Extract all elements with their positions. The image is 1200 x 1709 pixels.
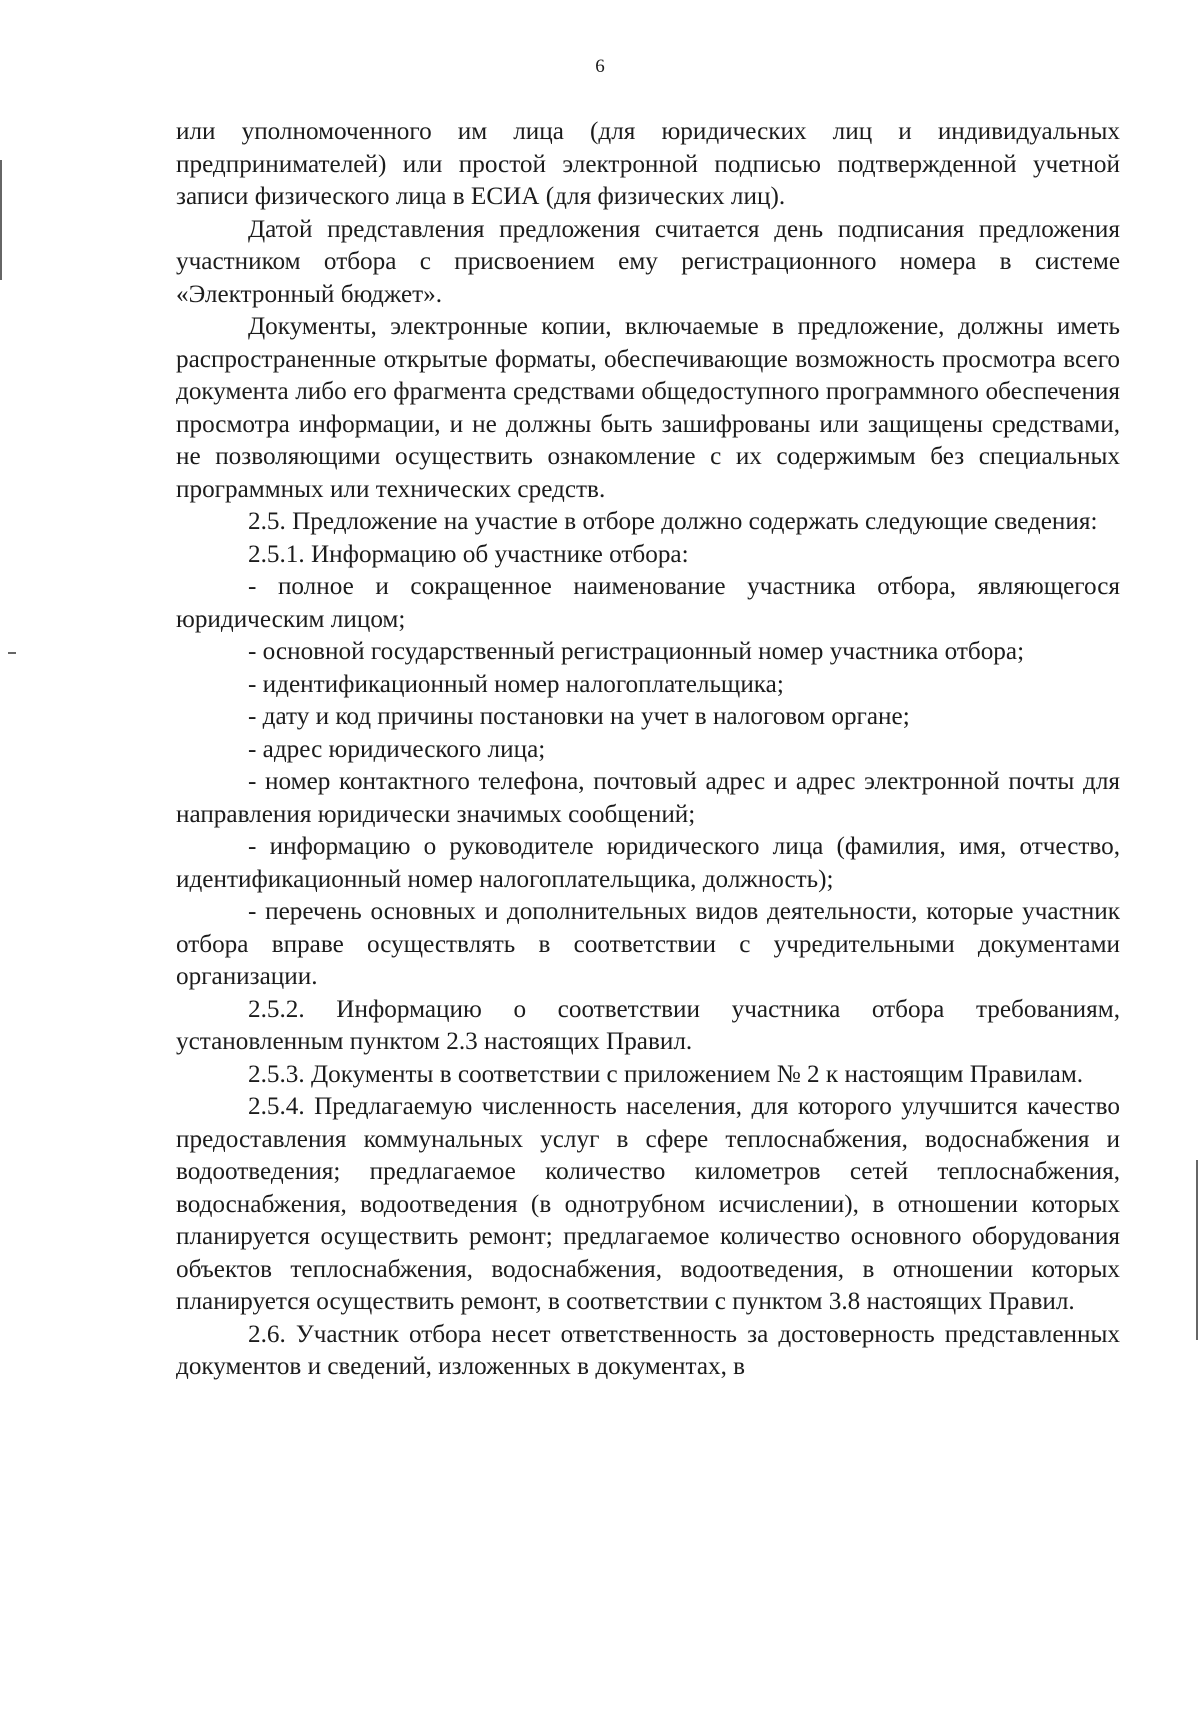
scan-edge-mark-right [1196,1160,1198,1340]
section-2-5-4: 2.5.4. Предлагаемую численность населения, для которого улучшится качество предоставления коммунальных услуг в сфере теплоснабжения, водоснабжения и водоотведения; предлагаемое количество километров сетей теплоснабжения, водоснабжения, водоотведения (в однотрубном исчислении), в отношении которых планируется осуществить ремонт; предлагаемое количество основного оборудования объектов теплоснабжения, водоснабжения, водоотведения, в отношении которых планируется осуществить ремонт, в соответствии с пунктом 3.8 настоящих Правил. [176,1093,1120,1315]
list-item: - информацию о руководителе юридического лица (фамилия, имя, отчество, идентификационный номер налогоплательщика, должность); [176,833,1120,893]
list-item: - идентификационный номер налогоплательщика; [248,670,784,698]
section-2-5-3: 2.5.3. Документы в соответствии с приложением № 2 к настоящим Правилам. [248,1060,1084,1088]
section-2-5-2: 2.5.2. Информацию о соответствии участника отбора требованиям, установленным пунктом 2.3 настоящих Правил. [176,995,1120,1055]
list-item: - дату и код причины постановки на учет в налоговом органе; [248,703,910,730]
list-item: - перечень основных и дополнительных видов деятельности, которые участник отбора вправе осуществлять в соответствии с учредительными документами организации. [176,898,1120,990]
list-item: - полное и сокращенное наименование участника отбора, являющегося юридическим лицом; [176,573,1120,633]
list-item: - основной государственный регистрационный номер участника отбора; [248,638,1025,665]
section-2-6: 2.6. Участник отбора несет ответственность за достоверность представленных документов и сведений, изложенных в документах, в [176,1320,1120,1380]
list-item: - адрес юридического лица; [248,735,546,763]
paragraph: или уполномоченного им лица (для юридических лиц и индивидуальных предпринимателей) или простой электронной подписью подтвержденной учетной записи физического лица в ЕСИА (для физических лиц). [176,118,1120,210]
page-number: 6 [595,56,605,77]
section-2-5: 2.5. Предложение на участие в отборе должно содержать следующие сведения: [248,508,1098,535]
section-2-5-1: 2.5.1. Информацию об участнике отбора: [248,540,689,568]
list-item: - номер контактного телефона, почтовый адрес и адрес электронной почты для направления юридически значимых сообщений; [176,768,1120,828]
paragraph: Документы, электронные копии, включаемые в предложение, должны иметь распространенные открытые форматы, обеспечивающие возможность просмотра всего документа либо его фрагмента средствами общедоступного программного обеспечения просмотра информации, и не должны быть зашифрованы или защищены средствами, не позволяющими осуществить ознакомление с их содержимым без специальных программных или технических средств. [176,313,1120,503]
scan-edge-mark-left [0,160,2,280]
document-body [176,116,1120,1384]
paragraph: Датой представления предложения считается день подписания предложения участником отбора с присвоением ему регистрационного номера в системе «Электронный бюджет». [176,215,1120,308]
scan-edge-mark-left-tick [8,652,16,654]
